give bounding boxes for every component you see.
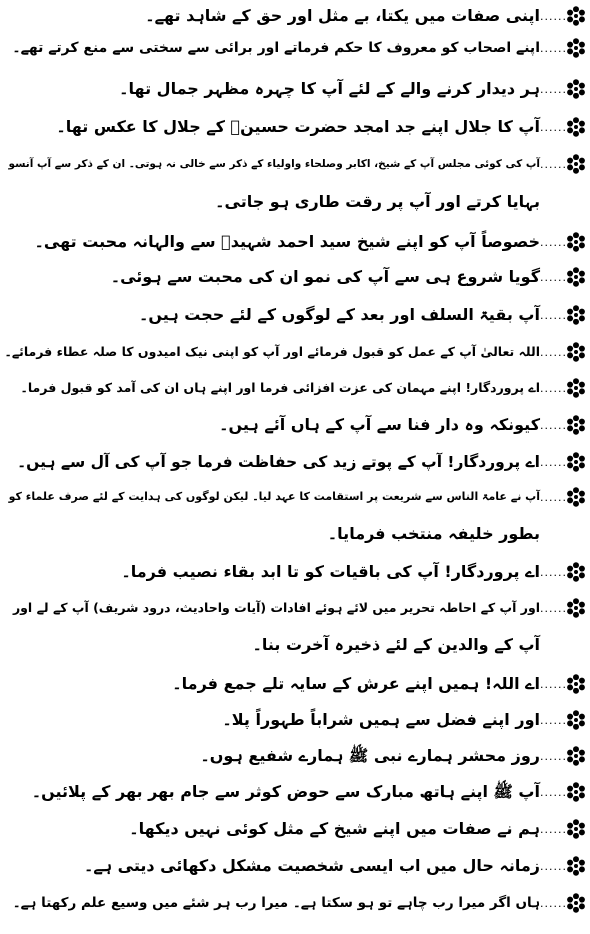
flower-icon <box>566 232 586 252</box>
item-text: اپنے اصحاب کو معروف کا حکم فرماتے اور برائی سے سختی سے منع کرتے تھے۔ <box>12 40 540 56</box>
bullet <box>540 782 586 802</box>
flower-icon <box>566 342 586 362</box>
item-text: اے پروردگار! آپ کی باقیات کو تا ابد بقاء نصیب فرما۔ <box>121 562 540 581</box>
dot-leader: ...... <box>540 42 567 55</box>
bullet <box>540 746 586 766</box>
bullet <box>540 856 586 876</box>
item-text: اللہ تعالیٰ آپ کے عمل کو قبول فرمائے اور آپ کو اپنی نیک امیدوں کا صلہ عطاء فرمائے۔ <box>4 344 540 359</box>
bullet <box>540 79 586 99</box>
bullet <box>540 154 586 174</box>
dot-leader: ...... <box>540 309 567 322</box>
dot-leader: ...... <box>540 382 567 395</box>
item-text: آپ بقیۃ السلف اور بعد کے لوگوں کے لئے حجت ہیں۔ <box>139 305 540 324</box>
bullet <box>540 378 586 398</box>
item-text: روز محشر ہمارے نبی ﷺ ہمارے شفیع ہوں۔ <box>200 746 540 765</box>
flower-icon <box>566 598 586 618</box>
flower-icon <box>566 710 586 730</box>
item-text: ہم نے صفات میں اپنے شیخ کے مثل کوئی نہیں دیکھا۔ <box>129 819 540 838</box>
flower-icon <box>566 856 586 876</box>
dot-leader: ...... <box>540 860 567 873</box>
item-text: اے پروردگار! آپ کے پوتے زید کی حفاظت فرما جو آپ کی آل سے ہیں۔ <box>17 453 540 471</box>
item-text: ہاں اگر میرا رب چاہے تو ہو سکتا ہے۔ میرا رب ہر شئے میں وسیع علم رکھتا ہے۔ <box>12 895 540 911</box>
bullet <box>540 562 586 582</box>
flower-icon <box>566 267 586 287</box>
item-text: ہر دیدار کرنے والے کے لئے آپ کا چہرہ مظہر جمال تھا۔ <box>119 79 540 98</box>
bullet <box>540 117 586 137</box>
flower-icon <box>566 415 586 435</box>
item-text: کیونکہ وہ دار فنا سے آپ کے ہاں آئے ہیں۔ <box>219 415 540 434</box>
dot-leader: ...... <box>540 346 567 359</box>
item-text: خصوصاً آپ کو اپنے شیخ سید احمد شہیدؒ سے والہانہ محبت تھی۔ <box>34 232 540 251</box>
bullet <box>540 487 586 507</box>
item-text: گویا شروع ہی سے آپ کی نمو ان کی محبت سے ہوئی۔ <box>110 267 540 286</box>
dot-leader: ...... <box>540 602 567 615</box>
bullet <box>540 267 586 287</box>
bullet <box>540 819 586 839</box>
flower-icon <box>566 38 586 58</box>
item-text: آپ کا جلال اپنے جد امجد حضرت حسینؓ کے جلال کا عکس تھا۔ <box>56 117 540 136</box>
bullet <box>540 38 586 58</box>
dot-leader: ...... <box>540 419 567 432</box>
flower-icon <box>566 305 586 325</box>
dot-leader: ...... <box>540 491 567 504</box>
flower-icon <box>566 893 586 913</box>
flower-icon <box>566 452 586 472</box>
item-text: آپ کی کوئی مجلس آپ کے شیخ، اکابر وصلحاء واولیاء کے ذکر سے خالی نہ ہوتی۔ ان کے ذکر سے آپ آنسو <box>8 158 540 170</box>
item-text: اور اپنے فضل سے ہمیں شراباً طہوراً پلا۔ <box>222 710 540 729</box>
dot-leader: ...... <box>540 236 567 249</box>
flower-icon <box>566 674 586 694</box>
flower-icon <box>566 562 586 582</box>
flower-icon <box>566 117 586 137</box>
flower-icon <box>566 819 586 839</box>
dot-leader: ...... <box>540 121 567 134</box>
item-text-continued: آپ کے والدین کے لئے ذخیرہ آخرت بنا۔ <box>252 635 540 654</box>
item-text-continued: بطور خلیفہ منتخب فرمایا۔ <box>327 524 540 543</box>
flower-icon <box>566 746 586 766</box>
bullet <box>540 415 586 435</box>
bullet <box>540 710 586 730</box>
item-text: اے پروردگار! اپنے مہمان کی عزت افزائی فرما اور اپنے ہاں ان کی آمد کو قبول فرما۔ <box>20 380 540 395</box>
dot-leader: ...... <box>540 897 567 910</box>
item-text-continued: بہایا کرتے اور آپ پر رقت طاری ہو جاتی۔ <box>215 192 540 211</box>
dot-leader: ...... <box>540 83 567 96</box>
bullet <box>540 342 586 362</box>
item-text: آپ نے عامۃ الناس سے شریعت پر استقامت کا عہد لیا۔ لیکن لوگوں کی ہدایت کے لئے صرف علماء کو <box>8 490 540 503</box>
bullet <box>540 452 586 472</box>
dot-leader: ...... <box>540 158 567 171</box>
dot-leader: ...... <box>540 714 567 727</box>
flower-icon <box>566 782 586 802</box>
item-text: زمانہ حال میں اب ایسی شخصیت مشکل دکھائی دیتی ہے۔ <box>83 856 540 875</box>
dot-leader: ...... <box>540 786 567 799</box>
item-text: آپ ﷺ اپنے ہاتھ مبارک سے حوض کوثر سے جام بھر بھر کے پلائیں۔ <box>31 782 540 801</box>
bullet <box>540 6 586 26</box>
dot-leader: ...... <box>540 456 567 469</box>
dot-leader: ...... <box>540 10 567 23</box>
bullet <box>540 674 586 694</box>
dot-leader: ...... <box>540 678 567 691</box>
bullet <box>540 232 586 252</box>
dot-leader: ...... <box>540 566 567 579</box>
bullet <box>540 893 586 913</box>
bullet <box>540 305 586 325</box>
flower-icon <box>566 6 586 26</box>
flower-icon <box>566 79 586 99</box>
item-text: اور آپ کے احاطہ تحریر میں لائے ہوئے افادات (آیات واحادیث، درود شریف) آپ کے لے اور <box>12 600 540 615</box>
flower-icon <box>566 378 586 398</box>
item-text: اے اللہ! ہمیں اپنے عرش کے سایہ تلے جمع فرما۔ <box>172 674 540 693</box>
flower-icon <box>566 487 586 507</box>
bullet <box>540 598 586 618</box>
dot-leader: ...... <box>540 271 567 284</box>
flower-icon <box>566 154 586 174</box>
dot-leader: ...... <box>540 750 567 763</box>
dot-leader: ...... <box>540 823 567 836</box>
item-text: اپنی صفات میں یکتا، بے مثل اور حق کے شاہد تھے۔ <box>145 6 540 25</box>
